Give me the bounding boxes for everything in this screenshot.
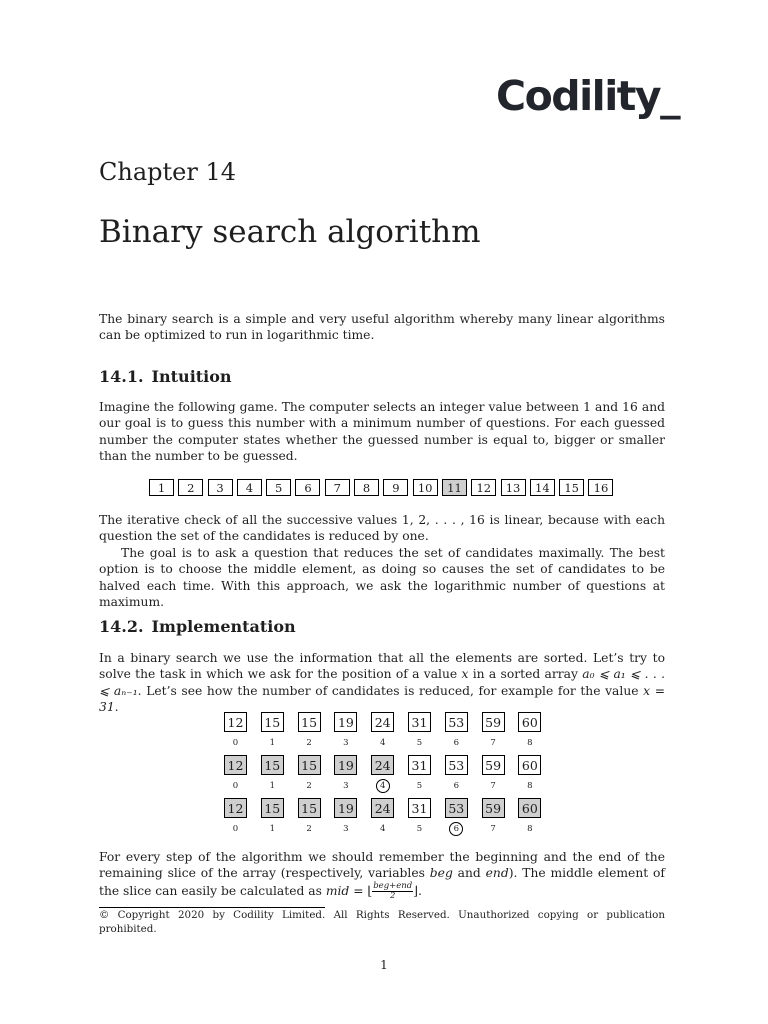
array-index — [518, 736, 541, 749]
array-element — [334, 712, 371, 749]
index-label: 1 — [269, 823, 275, 834]
index-label: 2 — [306, 823, 312, 834]
array-element — [371, 798, 408, 835]
array-index — [371, 822, 394, 835]
number-cell: 14 — [530, 479, 555, 496]
math-var: beg — [429, 866, 453, 881]
text: . Let’s see how the number of candidates is reduced, for example for the value — [137, 683, 644, 698]
array-value: 19 — [334, 712, 357, 732]
array-index — [482, 779, 505, 792]
array-value: 24 — [371, 712, 394, 732]
array-element — [371, 755, 408, 792]
number-cell: 12 — [471, 479, 496, 496]
index-label: 6 — [453, 780, 459, 791]
index-label: 8 — [527, 737, 533, 748]
index-label: 3 — [343, 737, 349, 748]
array-element — [445, 712, 482, 749]
chapter-title: Binary search algorithm — [99, 214, 481, 250]
text: For every step of the algorithm we should remember the beginning and the end of the remaining slice of the array (respectively, variables — [99, 850, 665, 881]
array-value: 60 — [518, 712, 541, 732]
index-label: 5 — [416, 780, 423, 791]
index-label: 7 — [490, 737, 496, 748]
array-element — [224, 755, 261, 792]
array-value: 59 — [482, 798, 505, 818]
array-value: 31 — [408, 755, 431, 775]
array-value: 15 — [298, 798, 321, 818]
array-index — [371, 779, 394, 792]
array-element — [408, 798, 445, 835]
array-index — [224, 736, 247, 749]
example-value: x = 31 — [99, 683, 665, 714]
number-cell: 4 — [237, 479, 262, 496]
index-label: 3 — [343, 780, 349, 791]
implementation-paragraph — [99, 650, 665, 715]
array-value: 53 — [445, 798, 468, 818]
array-element — [298, 798, 335, 835]
section-title: Implementation — [151, 617, 296, 636]
array-element — [261, 798, 298, 835]
number-cell: 5 — [266, 479, 291, 496]
text: In a binary search we use the information that all the elements are sorted. Let’s try to solve the task in which we ask for the position of a value — [99, 651, 665, 682]
array-index — [408, 822, 431, 835]
index-label: 6 — [453, 737, 459, 748]
array-element — [298, 712, 335, 749]
footnote-rule — [99, 907, 325, 908]
array-value: 19 — [334, 755, 357, 775]
array-element — [371, 712, 408, 749]
array-element — [298, 755, 335, 792]
number-cell: 7 — [325, 479, 350, 496]
array-value: 15 — [298, 755, 321, 775]
number-cell: 15 — [559, 479, 584, 496]
array-index — [445, 822, 468, 835]
array-element — [224, 712, 261, 749]
array-element — [518, 755, 555, 792]
array-element — [261, 755, 298, 792]
number-cell: 16 — [588, 479, 613, 496]
array-index — [482, 736, 505, 749]
index-label: 5 — [416, 823, 423, 834]
array-index — [334, 736, 357, 749]
text: = ⌊ — [349, 883, 373, 898]
index-label: 6 — [449, 822, 463, 836]
array-value: 12 — [224, 755, 247, 775]
index-label: 2 — [306, 780, 312, 791]
array-value: 60 — [518, 798, 541, 818]
array-value: 59 — [482, 712, 505, 732]
array-value: 31 — [408, 798, 431, 818]
array-element — [261, 712, 298, 749]
text: . — [114, 699, 119, 714]
number-cell: 13 — [501, 479, 526, 496]
array-step-2 — [224, 755, 555, 792]
section-heading-implementation — [99, 617, 296, 636]
array-element — [445, 798, 482, 835]
index-label: 7 — [490, 823, 496, 834]
array-index — [224, 779, 247, 792]
number-cell: 9 — [383, 479, 408, 496]
index-label: 4 — [379, 737, 386, 748]
array-step-1 — [224, 712, 555, 749]
math-var: mid — [325, 883, 350, 898]
text: ⌋. — [413, 883, 422, 898]
index-label: 0 — [232, 823, 239, 834]
array-index — [261, 736, 284, 749]
goal-paragraph: The goal is to ask a question that reduces the set of candidates maximally. The best option is to choose the middle element, as doing so causes the set of candidates to be halved each time. With this approach, we ask the logarithmic number of questions at maximum. — [99, 546, 665, 609]
fraction — [372, 882, 413, 901]
section-number: 14.2. — [99, 617, 144, 636]
array-index — [408, 779, 431, 792]
fraction-denominator: 2 — [390, 890, 396, 901]
section-number: 14.1. — [99, 367, 144, 386]
array-element — [482, 755, 519, 792]
number-cell: 3 — [208, 479, 233, 496]
array-index — [224, 822, 247, 835]
array-index — [298, 736, 321, 749]
section-title: Intuition — [151, 367, 232, 386]
math-var: x — [461, 667, 469, 682]
number-cell: 8 — [354, 479, 379, 496]
array-step-3 — [224, 798, 555, 835]
index-label: 1 — [269, 780, 275, 791]
section-heading-intuition — [99, 367, 232, 386]
array-value: 24 — [371, 755, 394, 775]
index-label: 4 — [376, 779, 390, 793]
array-element — [334, 755, 371, 792]
array-element — [224, 798, 261, 835]
array-value: 60 — [518, 755, 541, 775]
array-element — [408, 712, 445, 749]
array-index — [334, 779, 357, 792]
number-cell: 10 — [413, 479, 438, 496]
array-value: 24 — [371, 798, 394, 818]
index-label: 8 — [527, 780, 533, 791]
array-index — [334, 822, 357, 835]
codility-logo: Codility_ — [496, 72, 680, 120]
number-cell: 1 — [149, 479, 174, 496]
array-index — [298, 779, 321, 792]
text: ). The middle element of the slice can easily be calculated as — [99, 866, 665, 898]
array-value: 15 — [298, 712, 321, 732]
text: in a sorted array — [468, 667, 583, 682]
array-element — [482, 712, 519, 749]
array-value: 15 — [261, 798, 284, 818]
array-value: 12 — [224, 798, 247, 818]
index-label: 0 — [232, 737, 239, 748]
array-element — [518, 712, 555, 749]
array-index — [261, 779, 284, 792]
index-label: 7 — [490, 780, 496, 791]
index-label: 5 — [416, 737, 423, 748]
index-label: 1 — [269, 737, 275, 748]
slice-paragraph — [99, 849, 665, 901]
array-element — [408, 755, 445, 792]
array-index — [518, 822, 541, 835]
array-index — [298, 822, 321, 835]
array-value: 59 — [482, 755, 505, 775]
index-label: 3 — [343, 823, 349, 834]
array-value: 19 — [334, 798, 357, 818]
linear-paragraph: The iterative check of all the successive values 1, 2, . . . , 16 is linear, because with each question the set of the candidates is reduced by one. — [99, 513, 665, 544]
array-element — [445, 755, 482, 792]
array-index — [445, 736, 468, 749]
array-element — [334, 798, 371, 835]
page-number: 1 — [380, 958, 388, 972]
number-line — [149, 479, 618, 496]
array-notation: a₀ ⩽ a₁ ⩽ . . . ⩽ aₙ₋₁ — [99, 667, 666, 698]
chapter-label: Chapter 14 — [99, 158, 236, 186]
index-label: 2 — [306, 737, 312, 748]
number-cell: 2 — [178, 479, 203, 496]
array-index — [261, 822, 284, 835]
array-value: 53 — [445, 712, 468, 732]
text: and — [452, 866, 486, 881]
index-label: 0 — [232, 780, 239, 791]
intro-paragraph: The binary search is a simple and very useful algorithm whereby many linear algorithms can be optimized to run in logarithmic time. — [99, 312, 665, 343]
array-element — [518, 798, 555, 835]
number-cell: 11 — [442, 479, 467, 496]
array-index — [482, 822, 505, 835]
copyright-footnote: © Copyright 2020 by Codility Limited. All Rights Reserved. Unauthorized copying or publication prohibited. — [99, 909, 665, 935]
array-value: 15 — [261, 755, 284, 775]
array-index — [371, 736, 394, 749]
array-index — [445, 779, 468, 792]
array-index — [518, 779, 541, 792]
intuition-paragraph: Imagine the following game. The computer selects an integer value between 1 and 16 and our goal is to guess this number with a minimum number of questions. For each guessed number the computer states whether the guessed number is equal to, bigger or smaller than the number to be guessed. — [99, 400, 665, 463]
array-value: 12 — [224, 712, 247, 732]
array-value: 15 — [261, 712, 284, 732]
math-var: end — [485, 866, 509, 881]
array-element — [482, 798, 519, 835]
index-label: 4 — [379, 823, 386, 834]
number-cell: 6 — [295, 479, 320, 496]
array-value: 53 — [445, 755, 468, 775]
index-label: 8 — [527, 823, 533, 834]
array-value: 31 — [408, 712, 431, 732]
array-index — [408, 736, 431, 749]
fraction-numerator: beg+end — [373, 880, 413, 891]
